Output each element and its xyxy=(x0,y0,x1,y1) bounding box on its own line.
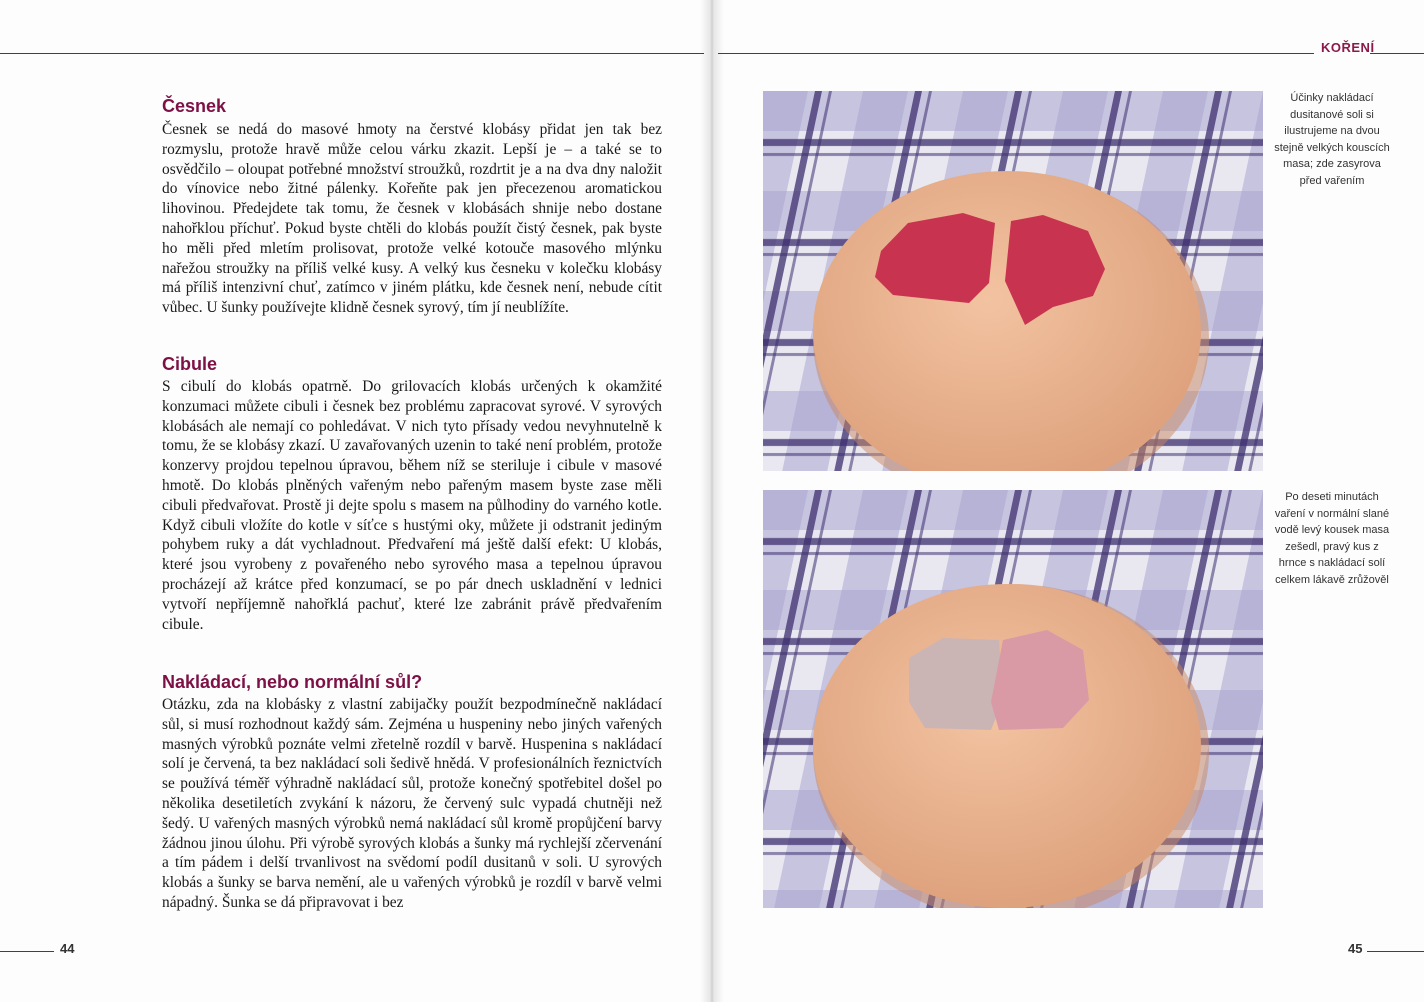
cooked-meat-left-piece xyxy=(909,638,1003,730)
book-gutter xyxy=(700,0,724,1002)
paragraph-cibule: S cibulí do klobás opatrně. Do grilovacích klobás určených k okamžité konzumaci můžete cibuli i česnek bez problému zapracovat syrové. V syrových klobásách ale nemají co pohledávat. V nich tyto přísady vedou nevyhnutelně k tomu, že se klobásy zkazí. U zavařovaných uzenin to také není problém, protože konzervy projdou tepelnou úpravou, během níž se steriluje i cibule v masové hmotě. Do klobás plněných vařeným nebo pařeným masem byste zase měli cibuli předvařovat. Prostě ji dejte spolu s masem na půlhodiny do varného kotle. Když cibuli vložíte do kotle v síťce s hustými oky, můžete ji odstranit jediným pohybem ruky a dát vychladnout. Předvaření má ještě další efekt: U klobás, které jsou vyrobeny z povařeného nebo syrového masa a tepelnou úpravou procházejí až krátce před konzumací, se po pár dnech uskladnění v lednici vytvoří nepříjemně nahořklá pachuť, které lze zabránit právě předvařením cibule. xyxy=(162,378,662,633)
top-rule-right xyxy=(718,53,1314,54)
heading-cesnek: Česnek xyxy=(162,96,227,116)
caption-figure-1: Účinky nakládací dusitanové soli si ilustrujeme na dvou stejně velkých kouscích masa; zde zasyrova před vařením xyxy=(1274,92,1390,187)
bottom-rule-right xyxy=(1367,951,1424,952)
top-rule-left xyxy=(0,53,704,54)
page-number-left: 44 xyxy=(60,941,75,956)
paragraph-cesnek: Česnek se nedá do masové hmoty na čerstvé klobásy přidat jen tak bez rozmyslu, protože hravě může celou várku zkazit. Lepší je – a také se to osvědčilo – oloupat potřebné množství stroužků, rozdrtit je a na dva dny naložit do vínovice nebo žitné pálenky. Kořeňte pak jen přecezenou aromatickou lihovinou. Předejdete tak tomu, že česnek v klobásách shnije nebo dostane nahořklou příchuť. Pokud byste chtěli do klobás použít čistý česnek, pak byste ho měli před mletím prolisovat, protože velké kotouče masového mlýnku nařežou stroužky na příliš velké kusy. A velký kus česneku v kolečku klobásy má příliš intenzivní chuť, zatímco v jiném plátku, kde česnek není, nebude cítit vůbec. U šunky používejte klidně česnek syrový, tím jí neublížíte. xyxy=(162,121,662,317)
page-number-right: 45 xyxy=(1348,941,1363,956)
bottom-rule-left xyxy=(0,951,54,952)
photo-raw-meat xyxy=(763,91,1263,471)
heading-cibule: Cibule xyxy=(162,354,218,374)
caption-figure-2: Po deseti minutách vaření v normální slané vodě levý kousek masa zešedl, pravý kus z hrnce s nakládací solí celkem lákavě zrůžověl xyxy=(1274,491,1390,586)
photo-cooked-meat xyxy=(763,490,1263,908)
paragraph-sul: Otázku, zda na klobásky z vlastní zabijačky použít bezpodmínečně nakládací sůl, si musí rozhodnout každý sám. Zejména u huspeniny nebo jiných vařených masných výrobků poznáte velmi zřetelně rozdíl v barvě. Huspenina s nakládací solí je červená, ta bez nakládací soli šedivě hnědá. V profesionálních řeznictvích se používá téměř výhradně nakládací sůl, protože konečný spotřebitel došel po několika desetiletích zvykání k názoru, že červený sulc vypadá chutněji než šedý. U vařených masných výrobků nemá nakládací sůl kromě propůjčení barvy žádnou jinou úlohu. Při výrobě syrových klobás a šunky má rychlejší zčervenání a tím pádem i delší trvanlivost na svědomí podíl dusitanů v soli. U syrových klobás a šunky se barva nemění, ale u vařených výrobků je rozdíl v barvě velmi nápadný. Šunka se dá připravovat i bez xyxy=(162,696,662,911)
heading-sul: Nakládací, nebo normální sůl? xyxy=(162,672,423,692)
running-section-label: KOŘENÍ xyxy=(1321,40,1375,55)
top-rule-right-end xyxy=(1370,53,1424,54)
